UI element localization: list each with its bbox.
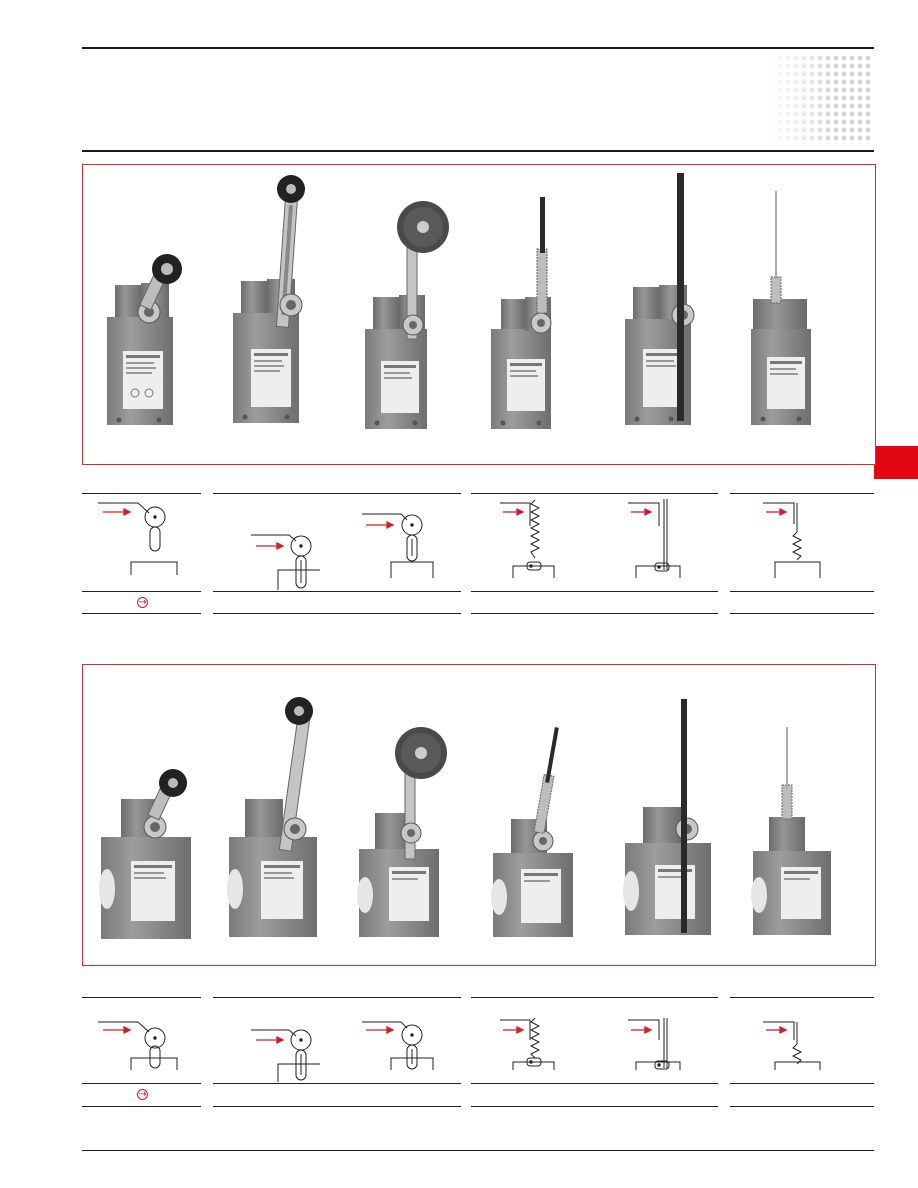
product-spring-wire	[751, 191, 811, 425]
product-roller-lever-short-bottom	[99, 769, 191, 939]
header-top-rule	[82, 47, 874, 49]
diagram-roller-lever-bottom	[98, 1022, 177, 1070]
diagram-spring-wire-bottom	[763, 1022, 820, 1070]
diagram-rubber-roller	[362, 514, 433, 578]
product-photo-panel-top	[82, 164, 876, 465]
diagram-rubber-roller-bottom	[362, 1022, 433, 1070]
product-rod-lever-bottom	[623, 699, 711, 935]
section-tab-marker[interactable]	[874, 446, 918, 479]
product-photo-panel-bottom	[82, 664, 876, 966]
product-roller-lever-short	[107, 254, 182, 425]
positive-opening-symbol-bottom: →	[138, 1089, 147, 1100]
product-adjustable-roller-lever	[233, 175, 305, 423]
header-bottom-rule	[82, 150, 874, 152]
product-photos-bottom	[83, 665, 875, 965]
diagram-adjustable-roller-bottom	[251, 1030, 320, 1082]
diagram-rod-lever-bottom	[628, 1018, 680, 1070]
decorative-dot-pattern	[768, 54, 872, 144]
product-photos-top	[83, 165, 875, 464]
product-rod-lever	[625, 173, 694, 425]
diagram-spring-wand	[500, 500, 554, 578]
diagram-spring-wire	[763, 503, 820, 578]
product-adjustable-roller-lever-bottom	[227, 697, 317, 937]
diagram-spring-wand-bottom	[500, 1018, 554, 1070]
product-spring-wand	[491, 197, 551, 429]
product-spring-wire-bottom	[751, 727, 831, 935]
footer-rule	[82, 1150, 874, 1151]
product-adjustable-rubber-roller-lever	[365, 201, 449, 429]
product-adjustable-rubber-roller-lever-bottom	[357, 727, 447, 937]
diagram-rod-lever	[628, 499, 680, 578]
diagram-roller-lever	[98, 503, 177, 575]
diagram-adjustable-roller	[251, 535, 320, 590]
product-spring-wand-bottom	[491, 727, 573, 937]
positive-opening-symbol-top: →	[138, 597, 147, 608]
